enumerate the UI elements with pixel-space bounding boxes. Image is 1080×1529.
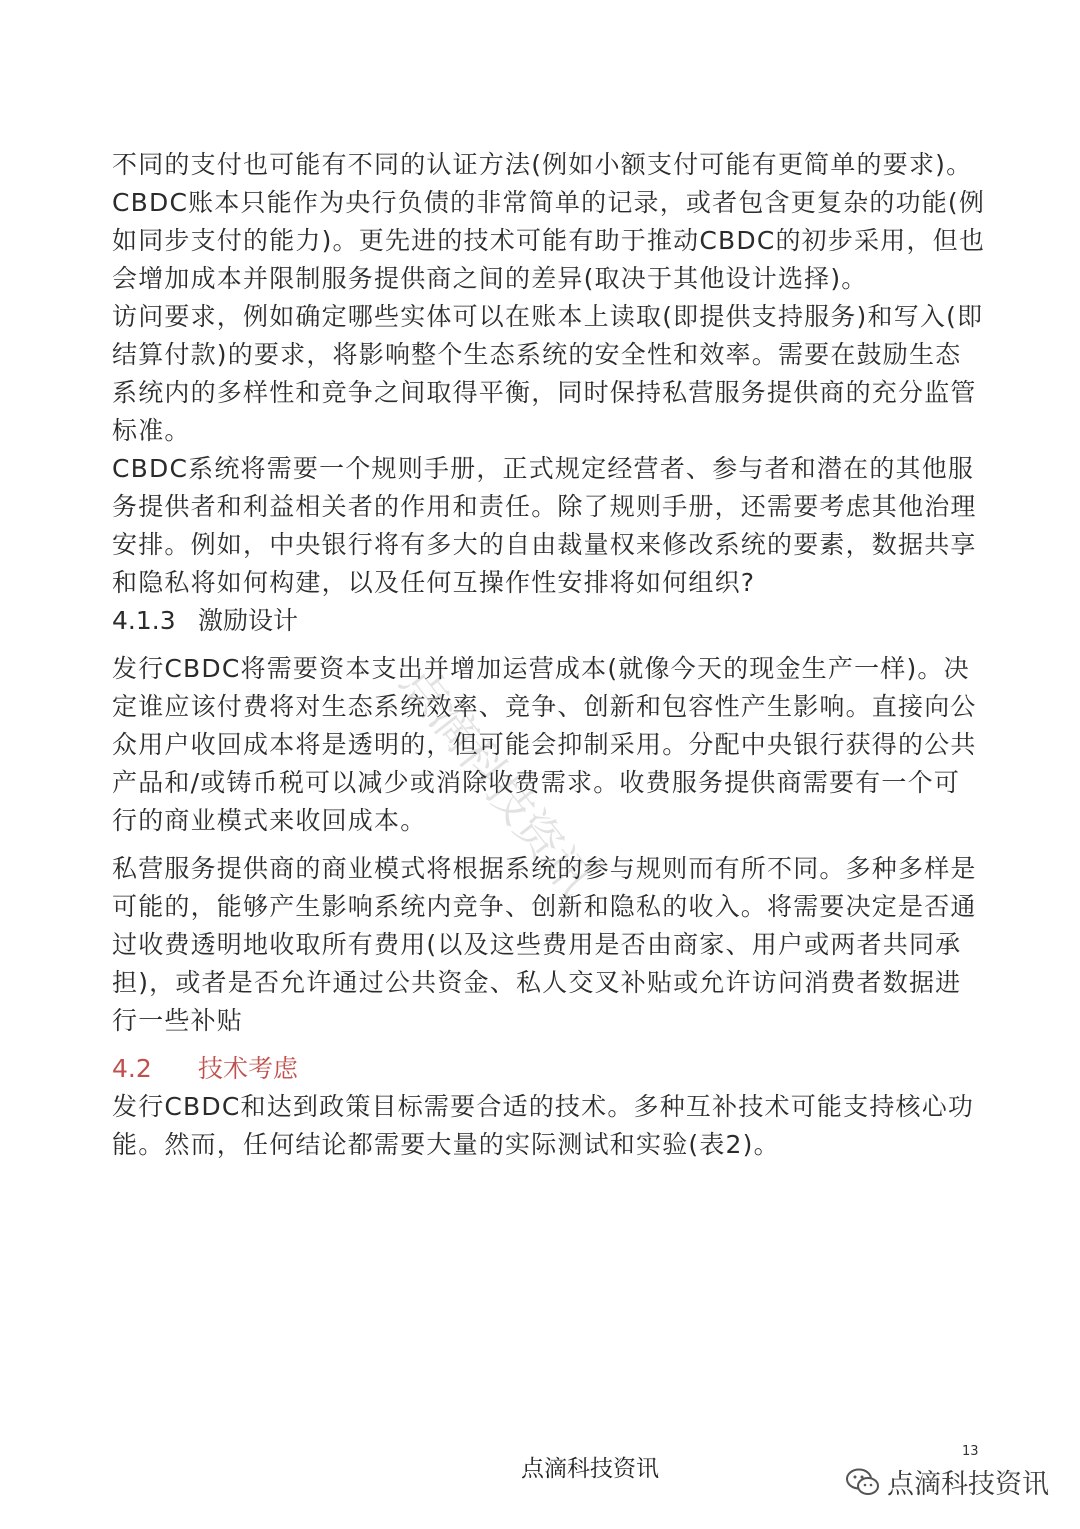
document-body bbox=[112, 146, 986, 1164]
text-line: 行的商业模式来收回成本。 bbox=[112, 806, 427, 835]
text-line: CBDC系统将需要一个规则手册，正式规定经营者、参与者和潜在的其他服 bbox=[112, 454, 975, 483]
section-number: 4.1.3 bbox=[112, 606, 176, 635]
paragraph-block-3 bbox=[112, 850, 977, 1040]
text-line: CBDC账本只能作为央行负债的非常简单的记录，或者包含更复杂的功能(例 bbox=[112, 188, 986, 217]
text-line: 产品和/或铸币税可以减少或消除收费需求。收费服务提供商需要有一个可 bbox=[112, 768, 961, 797]
text-line: 不同的支付也可能有不同的认证方法(例如小额支付可能有更简单的要求)。 bbox=[112, 150, 973, 179]
text-line: 结算付款)的要求，将影响整个生态系统的安全性和效率。需要在鼓励生态 bbox=[112, 340, 962, 369]
text-line: 会增加成本并限制服务提供商之间的差异(取决于其他设计选择)。 bbox=[112, 264, 868, 293]
text-line: 能。然而，任何结论都需要大量的实际测试和实验(表2)。 bbox=[112, 1130, 780, 1159]
text-line: 系统内的多样性和竞争之间取得平衡，同时保持私营服务提供商的充分监管 bbox=[112, 378, 977, 407]
section-title: 技术考虑 bbox=[198, 1054, 299, 1083]
text-line: 如同步支付的能力)。更先进的技术可能有助于推动CBDC的初步采用，但也 bbox=[112, 226, 986, 255]
brand-label: 点滴科技资讯 bbox=[887, 1469, 1049, 1500]
page-footer: 点滴科技资讯 bbox=[521, 1456, 659, 1482]
wechat-icon bbox=[845, 1467, 881, 1497]
page-number: 13 bbox=[962, 1444, 979, 1459]
text-line: 标准。 bbox=[112, 416, 191, 445]
text-line: 众用户收回成本将是透明的，但可能会抑制采用。分配中央银行获得的公共 bbox=[112, 730, 977, 759]
text-line: 发行CBDC和达到政策目标需要合适的技术。多种互补技术可能支持核心功 bbox=[112, 1092, 975, 1121]
text-line: 务提供者和利益相关者的作用和责任。除了规则手册，还需要考虑其他治理 bbox=[112, 492, 977, 521]
paragraph-block-1 bbox=[112, 146, 986, 602]
text-line: 私营服务提供商的商业模式将根据系统的参与规则而有所不同。多种多样是 bbox=[112, 854, 977, 883]
text-line: 和隐私将如何构建，以及任何互操作性安排将如何组织? bbox=[112, 568, 756, 597]
section-title: 激励设计 bbox=[198, 606, 299, 635]
section-heading-4-2 bbox=[112, 1050, 952, 1088]
text-line: 过收费透明地收取所有费用(以及这些费用是否由商家、用户或两者共同承 bbox=[112, 930, 962, 959]
watermark: 点滴科技资讯 bbox=[390, 655, 603, 907]
brand-badge bbox=[845, 1462, 1049, 1501]
paragraph-block-2 bbox=[112, 650, 977, 840]
text-line: 发行CBDC将需要资本支出并增加运营成本(就像今天的现金生产一样)。决 bbox=[112, 654, 970, 683]
paragraph-block-4 bbox=[112, 1088, 975, 1164]
section-heading-4-1-3 bbox=[112, 602, 952, 640]
text-line: 定谁应该付费将对生态系统效率、竞争、创新和包容性产生影响。直接向公 bbox=[112, 692, 977, 721]
text-line: 可能的，能够产生影响系统内竞争、创新和隐私的收入。将需要决定是否通 bbox=[112, 892, 977, 921]
section-number: 4.2 bbox=[112, 1054, 152, 1083]
text-line: 安排。例如，中央银行将有多大的自由裁量权来修改系统的要素，数据共享 bbox=[112, 530, 977, 559]
text-line: 行一些补贴 bbox=[112, 1006, 244, 1035]
text-line: 担)，或者是否允许通过公共资金、私人交叉补贴或允许访问消费者数据进 bbox=[112, 968, 962, 997]
text-line: 访问要求，例如确定哪些实体可以在账本上读取(即提供支持服务)和写入(即 bbox=[112, 302, 984, 331]
